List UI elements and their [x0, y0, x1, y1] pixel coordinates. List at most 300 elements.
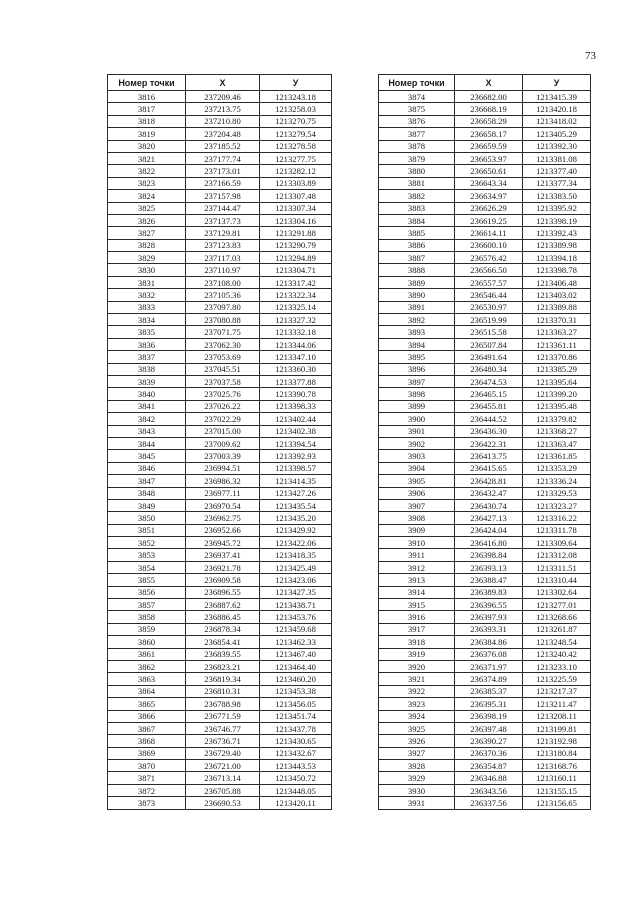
cell-point-number: 3921: [379, 673, 455, 685]
cell-x: 236515.58: [455, 326, 523, 338]
table-row: [379, 351, 591, 363]
table-row: [108, 710, 332, 722]
cell-x: 236886.45: [186, 611, 260, 623]
table-row: [379, 760, 591, 772]
table-row: [379, 747, 591, 759]
cell-y: 1213383.50: [523, 190, 591, 202]
cell-point-number: 3915: [379, 599, 455, 611]
cell-point-number: 3929: [379, 772, 455, 784]
cell-y: 1213392.43: [523, 227, 591, 239]
table-row: [379, 673, 591, 685]
cell-point-number: 3888: [379, 264, 455, 276]
cell-point-number: 3873: [108, 797, 186, 809]
cell-y: 1213443.53: [260, 760, 332, 772]
cell-point-number: 3817: [108, 103, 186, 115]
cell-point-number: 3868: [108, 735, 186, 747]
cell-point-number: 3910: [379, 537, 455, 549]
cell-point-number: 3834: [108, 314, 186, 326]
table-row: [108, 648, 332, 660]
cell-y: 1213381.08: [523, 152, 591, 164]
table-row: [108, 722, 332, 734]
cell-point-number: 3860: [108, 636, 186, 648]
cell-point-number: 3931: [379, 797, 455, 809]
cell-x: 236480.34: [455, 363, 523, 375]
cell-y: 1213282.12: [260, 165, 332, 177]
cell-point-number: 3891: [379, 301, 455, 313]
cell-x: 236690.53: [186, 797, 260, 809]
cell-point-number: 3906: [379, 487, 455, 499]
table-row: [108, 375, 332, 387]
cell-x: 236398.84: [455, 549, 523, 561]
cell-y: 1213398.57: [260, 462, 332, 474]
cell-point-number: 3892: [379, 314, 455, 326]
table-row: [108, 165, 332, 177]
table-row: [108, 574, 332, 586]
cell-y: 1213329.53: [523, 487, 591, 499]
cell-x: 236376.08: [455, 648, 523, 660]
table-row: [108, 636, 332, 648]
header-y: У: [260, 75, 332, 91]
cell-x: 237062.30: [186, 338, 260, 350]
table-row: [379, 128, 591, 140]
cell-x: 237210.80: [186, 115, 260, 127]
cell-point-number: 3845: [108, 450, 186, 462]
cell-point-number: 3911: [379, 549, 455, 561]
cell-y: 1213429.92: [260, 524, 332, 536]
table-row: [379, 524, 591, 536]
cell-y: 1213217.37: [523, 685, 591, 697]
table-row: [379, 165, 591, 177]
table-row: [379, 400, 591, 412]
cell-point-number: 3851: [108, 524, 186, 536]
cell-x: 236422.31: [455, 437, 523, 449]
cell-x: 236729.40: [186, 747, 260, 759]
table-row: [108, 660, 332, 672]
cell-x: 236389.83: [455, 586, 523, 598]
cell-y: 1213398.19: [523, 214, 591, 226]
table-row: [379, 375, 591, 387]
cell-x: 237105.36: [186, 289, 260, 301]
cell-x: 236878.34: [186, 623, 260, 635]
cell-point-number: 3874: [379, 91, 455, 103]
cell-point-number: 3866: [108, 710, 186, 722]
cell-x: 237110.97: [186, 264, 260, 276]
cell-y: 1213180.84: [523, 747, 591, 759]
cell-y: 1213307.34: [260, 202, 332, 214]
cell-point-number: 3862: [108, 660, 186, 672]
table-row: [379, 784, 591, 796]
cell-point-number: 3831: [108, 276, 186, 288]
cell-y: 1213395.64: [523, 375, 591, 387]
cell-x: 236746.77: [186, 722, 260, 734]
cell-y: 1213363.27: [523, 326, 591, 338]
cell-point-number: 3920: [379, 660, 455, 672]
table-row: [379, 636, 591, 648]
table-row: [379, 574, 591, 586]
cell-x: 237123.83: [186, 239, 260, 251]
cell-y: 1213322.34: [260, 289, 332, 301]
table-row: [108, 673, 332, 685]
table-header-row: [108, 75, 332, 91]
cell-x: 236909.58: [186, 574, 260, 586]
table-row: [108, 128, 332, 140]
cell-y: 1213453.38: [260, 685, 332, 697]
cell-x: 237117.03: [186, 252, 260, 264]
cell-x: 236810.31: [186, 685, 260, 697]
cell-x: 237003.39: [186, 450, 260, 462]
cell-x: 236819.34: [186, 673, 260, 685]
table-row: [379, 685, 591, 697]
table-row: [379, 772, 591, 784]
cell-x: 237209.46: [186, 91, 260, 103]
cell-x: 236659.59: [455, 140, 523, 152]
cell-point-number: 3887: [379, 252, 455, 264]
cell-x: 236650.61: [455, 165, 523, 177]
cell-point-number: 3930: [379, 784, 455, 796]
table-row: [379, 698, 591, 710]
cell-x: 236887.62: [186, 599, 260, 611]
cell-x: 237144.47: [186, 202, 260, 214]
cell-point-number: 3854: [108, 561, 186, 573]
cell-x: 237129.81: [186, 227, 260, 239]
table-row: [108, 784, 332, 796]
cell-y: 1213459.68: [260, 623, 332, 635]
table-row: [379, 413, 591, 425]
cell-y: 1213398.33: [260, 400, 332, 412]
cell-point-number: 3816: [108, 91, 186, 103]
cell-x: 236436.30: [455, 425, 523, 437]
cell-x: 236600.10: [455, 239, 523, 251]
table-row: [108, 462, 332, 474]
cell-point-number: 3924: [379, 710, 455, 722]
cell-x: 236823.21: [186, 660, 260, 672]
table-row: [379, 648, 591, 660]
table-row: [108, 425, 332, 437]
table-row: [379, 338, 591, 350]
table-row: [379, 437, 591, 449]
table-row: [379, 363, 591, 375]
cell-x: 236346.88: [455, 772, 523, 784]
table-row: [379, 326, 591, 338]
cell-y: 1213363.47: [523, 437, 591, 449]
cell-point-number: 3863: [108, 673, 186, 685]
cell-x: 236374.89: [455, 673, 523, 685]
cell-y: 1213427.35: [260, 586, 332, 598]
table-row: [108, 599, 332, 611]
cell-point-number: 3833: [108, 301, 186, 313]
table-row: [108, 177, 332, 189]
cell-point-number: 3905: [379, 475, 455, 487]
table-header-row: [379, 75, 591, 91]
cell-y: 1213370.86: [523, 351, 591, 363]
cell-y: 1213279.54: [260, 128, 332, 140]
cell-point-number: 3898: [379, 388, 455, 400]
cell-x: 237108.00: [186, 276, 260, 288]
cell-y: 1213456.05: [260, 698, 332, 710]
table-row: [108, 586, 332, 598]
cell-point-number: 3829: [108, 252, 186, 264]
table-row: [379, 227, 591, 239]
cell-y: 1213199.81: [523, 722, 591, 734]
cell-y: 1213233.10: [523, 660, 591, 672]
table-row: [108, 400, 332, 412]
cell-x: 237037.58: [186, 375, 260, 387]
cell-point-number: 3842: [108, 413, 186, 425]
cell-y: 1213402.44: [260, 413, 332, 425]
table-row: [108, 388, 332, 400]
cell-x: 237071.75: [186, 326, 260, 338]
cell-x: 236385.37: [455, 685, 523, 697]
cell-point-number: 3823: [108, 177, 186, 189]
table-row: [379, 103, 591, 115]
cell-point-number: 3925: [379, 722, 455, 734]
cell-point-number: 3850: [108, 512, 186, 524]
cell-x: 236937.41: [186, 549, 260, 561]
cell-y: 1213453.76: [260, 611, 332, 623]
table-row: [108, 561, 332, 573]
table-row: [108, 152, 332, 164]
cell-y: 1213225.59: [523, 673, 591, 685]
cell-x: 237177.74: [186, 152, 260, 164]
table-row: [108, 103, 332, 115]
table-row: [108, 537, 332, 549]
cell-x: 237053.69: [186, 351, 260, 363]
cell-y: 1213379.82: [523, 413, 591, 425]
table-row: [108, 239, 332, 251]
cell-y: 1213353.29: [523, 462, 591, 474]
cell-y: 1213327.32: [260, 314, 332, 326]
cell-y: 1213211.47: [523, 698, 591, 710]
cell-x: 236970.54: [186, 499, 260, 511]
table-row: [379, 735, 591, 747]
cell-x: 236415.65: [455, 462, 523, 474]
cell-y: 1213277.01: [523, 599, 591, 611]
cell-x: 236626.29: [455, 202, 523, 214]
cell-x: 236371.97: [455, 660, 523, 672]
cell-x: 236576.42: [455, 252, 523, 264]
table-row: [108, 91, 332, 103]
cell-y: 1213360.30: [260, 363, 332, 375]
table-row: [108, 747, 332, 759]
table-row: [379, 599, 591, 611]
cell-x: 236530.97: [455, 301, 523, 313]
table-row: [379, 462, 591, 474]
cell-point-number: 3901: [379, 425, 455, 437]
table-row: [379, 475, 591, 487]
cell-y: 1213390.78: [260, 388, 332, 400]
cell-x: 236393.31: [455, 623, 523, 635]
cell-x: 236428.81: [455, 475, 523, 487]
cell-point-number: 3882: [379, 190, 455, 202]
table-row: [379, 425, 591, 437]
cell-x: 236896.55: [186, 586, 260, 598]
cell-y: 1213423.06: [260, 574, 332, 586]
table-row: [108, 202, 332, 214]
cell-x: 236854.41: [186, 636, 260, 648]
cell-y: 1213208.11: [523, 710, 591, 722]
cell-point-number: 3871: [108, 772, 186, 784]
cell-point-number: 3889: [379, 276, 455, 288]
table-row: [379, 177, 591, 189]
table-row: [108, 549, 332, 561]
cell-point-number: 3869: [108, 747, 186, 759]
cell-x: 236658.29: [455, 115, 523, 127]
cell-point-number: 3897: [379, 375, 455, 387]
cell-point-number: 3908: [379, 512, 455, 524]
cell-point-number: 3900: [379, 413, 455, 425]
cell-x: 236395.31: [455, 698, 523, 710]
cell-point-number: 3916: [379, 611, 455, 623]
cell-point-number: 3870: [108, 760, 186, 772]
cell-x: 236343.56: [455, 784, 523, 796]
cell-point-number: 3849: [108, 499, 186, 511]
cell-x: 236721.00: [186, 760, 260, 772]
cell-y: 1213307.48: [260, 190, 332, 202]
coordinates-table-left: [107, 74, 332, 810]
cell-x: 236455.81: [455, 400, 523, 412]
cell-y: 1213398.78: [523, 264, 591, 276]
cell-y: 1213361.11: [523, 338, 591, 350]
cell-point-number: 3852: [108, 537, 186, 549]
cell-x: 236962.75: [186, 512, 260, 524]
cell-x: 236977.11: [186, 487, 260, 499]
cell-point-number: 3844: [108, 437, 186, 449]
cell-x: 236952.66: [186, 524, 260, 536]
cell-y: 1213418.02: [523, 115, 591, 127]
cell-point-number: 3884: [379, 214, 455, 226]
cell-x: 236619.25: [455, 214, 523, 226]
cell-x: 236354.87: [455, 760, 523, 772]
cell-point-number: 3839: [108, 375, 186, 387]
cell-point-number: 3822: [108, 165, 186, 177]
cell-point-number: 3826: [108, 214, 186, 226]
cell-x: 236945.72: [186, 537, 260, 549]
table-row: [108, 289, 332, 301]
cell-x: 236994.51: [186, 462, 260, 474]
cell-x: 236921.78: [186, 561, 260, 573]
cell-x: 236771.59: [186, 710, 260, 722]
cell-point-number: 3872: [108, 784, 186, 796]
cell-x: 237025.76: [186, 388, 260, 400]
cell-y: 1213291.88: [260, 227, 332, 239]
cell-x: 236736.71: [186, 735, 260, 747]
cell-point-number: 3830: [108, 264, 186, 276]
cell-y: 1213312.08: [523, 549, 591, 561]
cell-point-number: 3902: [379, 437, 455, 449]
cell-point-number: 3835: [108, 326, 186, 338]
cell-point-number: 3867: [108, 722, 186, 734]
cell-y: 1213304.71: [260, 264, 332, 276]
table-row: [108, 214, 332, 226]
table-row: [379, 276, 591, 288]
cell-x: 236614.11: [455, 227, 523, 239]
table-row: [108, 227, 332, 239]
cell-point-number: 3899: [379, 400, 455, 412]
table-row: [379, 450, 591, 462]
cell-point-number: 3893: [379, 326, 455, 338]
table-row: [108, 735, 332, 747]
cell-y: 1213377.88: [260, 375, 332, 387]
cell-y: 1213392.30: [523, 140, 591, 152]
table-row: [108, 512, 332, 524]
cell-y: 1213278.58: [260, 140, 332, 152]
cell-y: 1213460.20: [260, 673, 332, 685]
table-row: [108, 760, 332, 772]
cell-point-number: 3923: [379, 698, 455, 710]
cell-y: 1213325.14: [260, 301, 332, 313]
cell-y: 1213270.75: [260, 115, 332, 127]
table-row: [379, 140, 591, 152]
cell-point-number: 3846: [108, 462, 186, 474]
cell-point-number: 3904: [379, 462, 455, 474]
table-row: [108, 351, 332, 363]
cell-point-number: 3858: [108, 611, 186, 623]
cell-point-number: 3894: [379, 338, 455, 350]
cell-point-number: 3895: [379, 351, 455, 363]
table-row: [379, 152, 591, 164]
table-row: [108, 685, 332, 697]
cell-x: 236507.84: [455, 338, 523, 350]
cell-point-number: 3919: [379, 648, 455, 660]
table-row: [379, 115, 591, 127]
table-row: [108, 437, 332, 449]
cell-y: 1213377.34: [523, 177, 591, 189]
table-row: [108, 276, 332, 288]
cell-point-number: 3885: [379, 227, 455, 239]
cell-point-number: 3879: [379, 152, 455, 164]
cell-point-number: 3927: [379, 747, 455, 759]
cell-x: 237213.75: [186, 103, 260, 115]
cell-point-number: 3827: [108, 227, 186, 239]
cell-y: 1213310.44: [523, 574, 591, 586]
cell-y: 1213258.03: [260, 103, 332, 115]
table-row: [379, 264, 591, 276]
table-row: [379, 314, 591, 326]
header-point-number: Номер точки: [379, 75, 455, 91]
table-row: [379, 252, 591, 264]
header-x: X: [186, 75, 260, 91]
cell-y: 1213422.06: [260, 537, 332, 549]
cell-point-number: 3914: [379, 586, 455, 598]
cell-y: 1213290.79: [260, 239, 332, 251]
table-row: [379, 214, 591, 226]
cell-point-number: 3841: [108, 400, 186, 412]
cell-x: 236705.88: [186, 784, 260, 796]
cell-y: 1213248.54: [523, 636, 591, 648]
table-row: [379, 301, 591, 313]
cell-y: 1213395.92: [523, 202, 591, 214]
cell-x: 236430.74: [455, 499, 523, 511]
cell-x: 236413.75: [455, 450, 523, 462]
cell-point-number: 3917: [379, 623, 455, 635]
cell-point-number: 3825: [108, 202, 186, 214]
cell-y: 1213361.85: [523, 450, 591, 462]
cell-y: 1213261.87: [523, 623, 591, 635]
cell-y: 1213435.54: [260, 499, 332, 511]
cell-x: 237137.73: [186, 214, 260, 226]
table-row: [108, 140, 332, 152]
cell-x: 237045.51: [186, 363, 260, 375]
cell-y: 1213316.22: [523, 512, 591, 524]
cell-point-number: 3838: [108, 363, 186, 375]
cell-y: 1213399.20: [523, 388, 591, 400]
cell-y: 1213168.76: [523, 760, 591, 772]
cell-point-number: 3853: [108, 549, 186, 561]
cell-point-number: 3837: [108, 351, 186, 363]
cell-point-number: 3847: [108, 475, 186, 487]
cell-x: 236546.44: [455, 289, 523, 301]
cell-x: 237204.48: [186, 128, 260, 140]
